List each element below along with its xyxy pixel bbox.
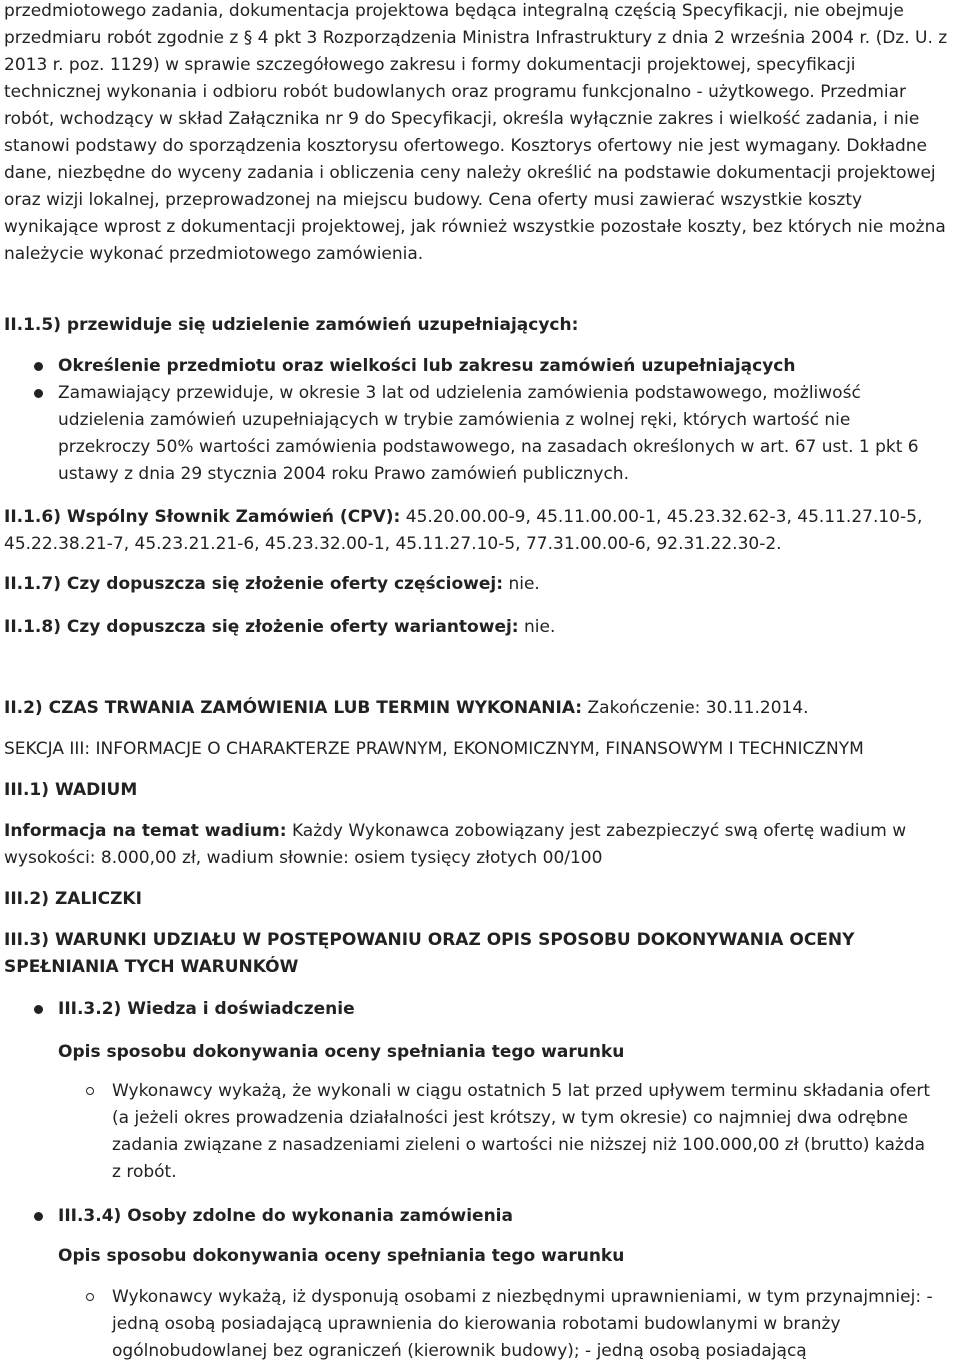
section-3-3-4-condition-list: [112, 1284, 952, 1365]
section-2-1-6-cpv: [4, 504, 954, 558]
section-3-3-2-condition-list: [112, 1078, 938, 1186]
section-3-3-4-heading: III.3.4) Osoby zdolne do wykonania zamówienia: [58, 1203, 938, 1230]
duration-label: II.2) CZAS TRWANIA ZAMÓWIENIA LUB TERMIN WYKONANIA:: [4, 698, 583, 718]
section-2-1-5-heading: II.1.5) przewiduje się udzielenie zamówień uzupełniających:: [4, 315, 579, 335]
section-3-3-heading: III.3) WARUNKI UDZIAŁU W POSTĘPOWANIU ORAZ OPIS SPOSOBU DOKONYWANIA OCENY SPEŁNIANIA TYCH WARUNKÓW: [4, 930, 855, 977]
section-3-2-heading: III.2) ZALICZKI: [4, 889, 142, 909]
wadium-label: Informacja na temat wadium:: [4, 821, 287, 841]
variant-offer-value: nie.: [518, 617, 556, 637]
section-3-1-heading: III.1) WADIUM: [4, 780, 138, 800]
duration-value: Zakończenie: 30.11.2014.: [582, 698, 809, 718]
list-item: Zamawiający przewiduje, w okresie 3 lat od udzielenia zamówienia podstawowego, możliwość udzielenia zamówień uzupełniających w trybie zamówienia z wolnej ręki, których wartość nie przekroczy 50% wartości zamówienia podstawowego, na zasadach określonych w art. 67 ust. 1 pkt 6 ustawy z dnia 29 stycznia 2004 roku Prawo zamówień publicznych.: [58, 380, 938, 488]
section-3-3-2-heading: III.3.2) Wiedza i doświadczenie: [58, 996, 938, 1023]
section-3-3-2-subheading: Opis sposobu dokonywania oceny spełniania tego warunku: [58, 1042, 625, 1062]
list-item: Określenie przedmiotu oraz wielkości lub zakresu zamówień uzupełniających: [58, 353, 938, 380]
list-item: Wykonawcy wykażą, iż dysponują osobami z niezbędnymi uprawnieniami, w tym przynajmniej: - jedną osobą posiadającą uprawnienia do kierowania robotami budowlanymi w branży ogólnobudowlanej bez ograniczeń (kierownik budowy); - jedną osobą posiadającą: [112, 1284, 952, 1365]
section-2-2-duration: [4, 695, 954, 722]
section-2-1-7-partial-offer: [4, 571, 954, 598]
supplementary-orders-list: [58, 353, 938, 488]
partial-offer-label: II.1.7) Czy dopuszcza się złożenie oferty częściowej:: [4, 574, 504, 594]
wadium-paragraph: [4, 818, 954, 872]
section-3-title: SEKCJA III: INFORMACJE O CHARAKTERZE PRAWNYM, EKONOMICZNYM, FINANSOWYM I TECHNICZNYM: [4, 739, 864, 759]
section-3-3-4-list: [58, 1203, 938, 1230]
section-3-3-2-list: [58, 996, 938, 1023]
section-3-3-4-subheading: Opis sposobu dokonywania oceny spełniania tego warunku: [58, 1246, 625, 1266]
wadium-value: Każdy Wykonawca zobowiązany jest zabezpieczyć swą ofertę wadium w wysokości: 8.000,00 zł, wadium słownie: osiem tysięcy złotych 00/100: [4, 821, 907, 868]
list-item: Wykonawcy wykażą, że wykonali w ciągu ostatnich 5 lat przed upływem terminu składania ofert (a jeżeli okres prowadzenia działalności jest krótszy, w tym okresie) co najmniej dwa odrębne zadania związane z nasadzeniami zieleni o wartości nie niższej niż 100.000,00 zł (brutto) każda z robót.: [112, 1078, 938, 1186]
partial-offer-value: nie.: [503, 574, 540, 594]
section-2-1-8-variant-offer: [4, 614, 954, 641]
variant-offer-label: II.1.8) Czy dopuszcza się złożenie oferty wariantowej:: [4, 617, 519, 637]
intro-paragraph: przedmiotowego zadania, dokumentacja projektowa będąca integralną częścią Specyfikacji, nie obejmuje przedmiaru robót zgodnie z § 4 pkt 3 Rozporządzenia Ministra Infrastruktury z dnia 2 września 2004 r. (Dz. U. z 2013 r. poz. 1129) w sprawie szczegółowego zakresu i formy dokumentacji projektowej, specyfikacji technicznej wykonania i odbioru robót budowlanych oraz programu funkcjonalno - użytkowego. Przedmiar robót, wchodzący w skład Załącznika nr 9 do Specyfikacji, określa wyłącznie zakres i wielkość zadania, i nie stanowi podstawy do sporządzenia kosztorysu ofertowego. Kosztorys ofertowy nie jest wymagany. Dokładne dane, niezbędne do wyceny zadania i obliczenia ceny należy określić na podstawie dokumentacji projektowej oraz wizji lokalnej, przeprowadzonej na miejscu budowy. Cena oferty musi zawierać wszystkie koszty wynikające wprost z dokumentacji projektowej, jak również wszystkie pozostałe koszty, bez których nie można należycie wykonać przedmiotowego zamówienia.: [4, 1, 948, 264]
cpv-label: II.1.6) Wspólny Słownik Zamówień (CPV):: [4, 507, 401, 527]
cpv-codes: 45.20.00.00-9, 45.11.00.00-1, 45.23.32.62-3, 45.11.27.10-5, 45.22.38.21-7, 45.23.21.21-6, 45.23.32.00-1, 45.11.27.10-5, 77.31.00.00-6, 92.31.22.30-2.: [4, 507, 923, 554]
